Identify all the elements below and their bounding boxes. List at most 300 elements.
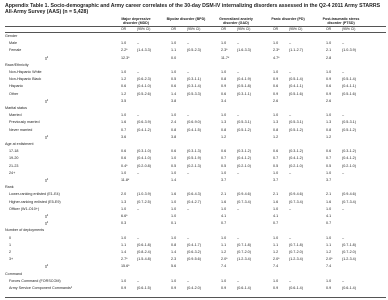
ci-cell: (0.6-9.0): [187, 120, 201, 125]
ci-cell: (0.7-2.5): [137, 199, 151, 204]
ci-cell: (1.0-3.9): [137, 192, 151, 197]
or-cell: 1.1: [121, 242, 127, 247]
or-cell: 2.3*: [221, 48, 228, 53]
or-cell: 1.1: [326, 242, 332, 247]
ci-cell: (0.4-1.9): [237, 77, 251, 82]
or-cell: 1.6: [171, 192, 177, 197]
ci-cell: (0.4-1.1): [342, 84, 356, 89]
ci-subheader: (95% CI): [137, 27, 151, 31]
or-cell: 1.0: [171, 170, 177, 175]
ci-cell: (0.5-1.2): [289, 127, 303, 132]
or-cell: 2.7*: [121, 257, 128, 262]
or-cell: 1.1: [221, 242, 227, 247]
table-row: [0, 128, 388, 135]
or-cell: 0.8: [171, 242, 177, 247]
ci-cell: (0.6-1.4): [289, 286, 303, 290]
column-header: Bipolar disorder (BPD): [166, 17, 206, 21]
ci-subheader: (95% CI): [342, 27, 356, 31]
or-cell: 1.2: [221, 134, 227, 139]
row-label: Higher-ranking enlisted (E5-E9): [9, 199, 61, 204]
table-row: [0, 113, 388, 120]
or-cell: 2.1: [221, 192, 227, 197]
ci-cell: (0.5-1.4): [342, 77, 356, 82]
row-label: Never married: [9, 127, 33, 132]
table-row: [0, 200, 388, 207]
or-cell: 1.0: [121, 206, 127, 211]
or-cell: 0.8: [221, 127, 227, 132]
or-cell: 1.2: [273, 134, 279, 139]
ci-cell: (0.5-1.9): [187, 156, 201, 161]
ci-cell: (0.3-1.4): [187, 84, 201, 89]
or-cell: 1.0: [121, 278, 127, 283]
or-cell: 0.7: [326, 156, 332, 161]
ci-cell: (0.4-1.1): [289, 84, 303, 89]
row-label: Lower-ranking enlisted (E1-E4): [9, 192, 60, 197]
or-cell: 11.8*: [121, 178, 130, 182]
table-row: [0, 279, 388, 286]
ci-cell: –: [342, 41, 345, 46]
or-cell: 3.7: [273, 178, 279, 182]
section-row: [0, 34, 388, 41]
ci-cell: –: [289, 235, 292, 240]
chi-square-row: [0, 135, 388, 142]
or-cell: 1.2: [273, 250, 279, 254]
or-cell: 1.1: [273, 242, 279, 247]
or-cell: 3.4: [221, 98, 227, 103]
or-cell: 1.0: [171, 156, 177, 161]
or-cell: 1.0: [221, 278, 227, 283]
or-cell: 0.9: [273, 77, 279, 82]
or-cell: 2.6: [326, 98, 332, 103]
ci-cell: (1.4-3.3): [137, 48, 151, 53]
ci-cell: (0.5-1.2): [237, 127, 251, 132]
or-cell: 0.8: [326, 127, 332, 132]
row-label: Marital status: [5, 106, 27, 110]
or-cell: 0.5: [171, 163, 177, 168]
table-row: [0, 70, 388, 77]
chi-square-label: χ²: [45, 178, 49, 182]
table-row: [0, 156, 388, 163]
ci-cell: (0.7-2.0): [289, 250, 303, 254]
ci-cell: (0.6-1.5): [137, 286, 151, 290]
ci-cell: (0.7-1.8): [237, 242, 251, 247]
ci-cell: (0.4-1.0): [137, 84, 151, 89]
chi-square-label: χ²: [45, 214, 49, 218]
or-cell: 0.5: [273, 163, 279, 168]
ci-cell: (0.3-1.1): [187, 77, 201, 82]
ci-cell: (0.2-1.0): [289, 163, 303, 168]
ci-cell: (0.4-2.0): [187, 286, 201, 290]
or-cell: 0.8: [171, 127, 177, 132]
or-cell: 1.0: [326, 170, 332, 175]
or-cell: 1.4: [171, 250, 177, 254]
or-cell: 1.2: [326, 250, 332, 254]
ci-cell: (0.9-4.6): [237, 192, 251, 197]
or-cell: 1.3: [121, 199, 127, 204]
or-cell: 7.4: [326, 264, 332, 269]
or-cell: 1.0: [221, 41, 227, 46]
or-cell: 4.1: [326, 214, 332, 218]
or-cell: 1.0: [221, 70, 227, 74]
or-cell: 4.1: [221, 214, 227, 218]
chi-square-label: χ²: [45, 55, 49, 60]
ci-cell: –: [342, 70, 345, 74]
or-cell: 6.6*: [121, 214, 128, 218]
chi-square-row: [0, 99, 388, 106]
or-cell: 0.9: [326, 91, 332, 96]
ci-cell: –: [187, 70, 190, 74]
or-cell: 1.0: [326, 206, 332, 211]
or-cell: 7.4: [221, 264, 227, 269]
ci-cell: –: [237, 41, 240, 46]
ci-cell: –: [137, 206, 140, 211]
row-label: 17-18: [9, 149, 19, 154]
or-cell: 1.0: [171, 70, 177, 74]
or-cell: 1.0: [121, 170, 127, 175]
or-cell: 1.0: [273, 206, 279, 211]
ci-cell: (0.9-5.6): [187, 257, 201, 262]
row-label: Rank: [5, 185, 14, 190]
row-label: Non-Hispanic White: [9, 70, 42, 74]
or-cell: 1.3: [273, 120, 279, 125]
or-cell: 2.0*: [273, 257, 280, 262]
or-cell: 4.1: [273, 214, 279, 218]
or-cell: 1.0: [273, 41, 279, 46]
ci-cell: (0.4-1.7): [187, 242, 201, 247]
or-cell: 1.0: [273, 170, 279, 175]
chi-square-label: χ²: [45, 98, 49, 103]
or-cell: 0.9: [221, 84, 227, 89]
or-cell: 0.3: [121, 221, 127, 226]
ci-cell: (0.6-1.4): [342, 286, 356, 290]
ci-cell: (0.7-3.4): [289, 199, 303, 204]
or-cell: 3.7: [221, 178, 227, 182]
ci-cell: (0.2-1.0): [342, 163, 356, 168]
section-row: [0, 228, 388, 235]
ci-cell: –: [237, 235, 240, 240]
ci-cell: –: [289, 170, 292, 175]
table-row: [0, 77, 388, 84]
ci-cell: –: [289, 278, 292, 283]
chi-square-row: [0, 221, 388, 228]
ci-cell: (0.3-1.1): [237, 91, 251, 96]
ci-cell: –: [187, 235, 190, 240]
or-cell: 2.0*: [326, 257, 333, 262]
column-header: Panic disorder (PD): [271, 17, 305, 21]
or-cell: 1.0: [171, 278, 177, 283]
ci-cell: –: [342, 170, 345, 175]
or-subheader: OR: [326, 27, 332, 31]
or-cell: 2.2*: [121, 48, 128, 53]
row-label: Gender: [5, 34, 18, 38]
or-cell: 0.6: [273, 149, 279, 154]
ci-cell: (0.7-3.4): [237, 199, 251, 204]
or-cell: 3.8: [171, 98, 177, 103]
ci-cell: (0.9-4.6): [342, 192, 356, 197]
or-cell: 0.9: [326, 286, 332, 290]
ci-cell: (0.5-1.6): [342, 91, 356, 96]
or-cell: 1.0: [121, 70, 127, 74]
ci-cell: (1.1-2.7): [289, 48, 303, 53]
ci-cell: –: [187, 278, 190, 283]
or-cell: 0.5: [326, 163, 332, 168]
chi-square-label: χ²: [45, 221, 49, 226]
or-cell: 1.6: [221, 199, 227, 204]
ci-cell: (0.7-1.8): [342, 242, 356, 247]
or-cell: 0.6: [221, 149, 227, 154]
or-cell: 1.0: [121, 113, 127, 118]
row-label: 0: [9, 235, 12, 240]
or-cell: 1.0: [326, 235, 332, 240]
or-cell: 0.0: [171, 55, 177, 60]
ci-cell: (1.0-3.9): [342, 48, 356, 53]
column-header: Post-traumatic stress disorder (PTSD): [322, 17, 360, 26]
ci-cell: –: [342, 278, 345, 283]
table-row: [0, 149, 388, 156]
or-cell: 1.0: [221, 235, 227, 240]
or-cell: 1.0: [221, 170, 227, 175]
ci-cell: (1.2-3.4): [342, 257, 356, 262]
or-cell: 0.1: [171, 221, 177, 226]
row-label: 19-20: [9, 156, 19, 161]
ci-cell: (1.6-3.3): [237, 48, 251, 53]
or-cell: 12.3*: [121, 55, 130, 60]
ci-cell: (0.5-3.1): [237, 120, 251, 125]
or-subheader: OR: [273, 27, 279, 31]
row-label: Forces Command (FORSCOM): [9, 278, 61, 283]
subheader-rule: [5, 32, 386, 33]
or-cell: 1.3: [326, 120, 332, 125]
or-cell: 0.9: [326, 77, 332, 82]
ci-cell: (0.6-1.4): [237, 286, 251, 290]
or-cell: 0.9: [273, 91, 279, 96]
chi-square-label: χ²: [45, 134, 49, 139]
table-row: [0, 192, 388, 199]
or-cell: 1.0: [171, 235, 177, 240]
or-cell: 2.1: [326, 192, 332, 197]
ci-cell: (0.7-1.8): [289, 242, 303, 247]
or-subheader: OR: [171, 27, 177, 31]
or-cell: 0.9: [171, 286, 177, 290]
row-label: Command: [5, 271, 23, 276]
ci-cell: –: [342, 113, 345, 118]
or-cell: 1.6: [326, 199, 332, 204]
section-row: [0, 185, 388, 192]
or-cell: 1.0: [221, 206, 227, 211]
or-cell: 0.7: [221, 156, 227, 161]
ci-cell: –: [187, 206, 190, 211]
column-header: Generalized anxiety disorder (GAD): [219, 17, 253, 26]
chi-square-label: χ²: [45, 264, 49, 269]
or-cell: 1.0: [326, 70, 332, 74]
or-cell: 0.5: [221, 163, 227, 168]
or-cell: 1.2: [221, 250, 227, 254]
or-cell: 0.9: [221, 286, 227, 290]
or-cell: 1.0: [171, 41, 177, 46]
or-cell: 1.3: [221, 120, 227, 125]
or-cell: 0.7: [121, 127, 127, 132]
or-cell: 2.0: [121, 192, 127, 197]
ci-cell: –: [289, 113, 292, 118]
ci-cell: –: [342, 206, 345, 211]
table-row: [0, 92, 388, 99]
header-rule: [5, 26, 386, 27]
or-cell: 0.6: [326, 149, 332, 154]
row-label: Male: [9, 41, 17, 46]
row-label: Non-Hispanic Black: [9, 77, 42, 82]
or-cell: 7.4: [273, 264, 279, 269]
or-cell: 1.0: [171, 113, 177, 118]
bottom-rule: [5, 297, 386, 298]
ci-cell: (1.5-4.8): [137, 257, 151, 262]
ci-cell: (0.5-3.1): [342, 120, 356, 125]
ci-cell: (0.4-1.2): [137, 127, 151, 132]
section-row: [0, 272, 388, 279]
ci-cell: (0.5-1.6): [289, 91, 303, 96]
ci-cell: (0.4-1.2): [342, 156, 356, 161]
ci-cell: –: [137, 41, 140, 46]
ci-cell: –: [137, 70, 140, 74]
ci-subheader: (95% CI): [237, 27, 251, 31]
or-cell: 1.4: [171, 91, 177, 96]
row-label: Hispanic: [9, 84, 24, 89]
section-row: [0, 142, 388, 149]
or-cell: 0.6: [121, 156, 127, 161]
row-label: Previously married: [9, 120, 40, 125]
table-row: [0, 250, 388, 257]
ci-cell: –: [187, 41, 190, 46]
or-cell: 1.6: [121, 120, 127, 125]
ci-subheader: (95% CI): [187, 27, 201, 31]
or-cell: 3.6: [121, 134, 127, 139]
table-row: [0, 120, 388, 127]
or-cell: 0.6: [121, 84, 127, 89]
table-row: [0, 286, 388, 293]
or-cell: 11.7*: [221, 55, 230, 60]
row-label: 21-23: [9, 163, 19, 168]
ci-cell: (1.2-3.4): [289, 257, 303, 262]
ci-cell: –: [137, 278, 140, 283]
or-cell: 1.0: [326, 113, 332, 118]
ci-cell: (0.5-3.3): [187, 91, 201, 96]
table-row: [0, 207, 388, 214]
or-cell: 0.9: [273, 286, 279, 290]
ci-cell: (0.8-2.4): [137, 250, 151, 254]
or-cell: 1.0: [121, 41, 127, 46]
ci-cell: (0.5-1.8): [237, 84, 251, 89]
or-cell: 0.6: [121, 149, 127, 154]
or-cell: 3.7: [326, 178, 332, 182]
or-cell: 1.0: [326, 41, 332, 46]
or-subheader: OR: [121, 27, 127, 31]
table-row: [0, 257, 388, 264]
row-label: Race/Ethnicity: [5, 62, 29, 67]
or-cell: 0.4*: [121, 163, 128, 168]
ci-cell: (0.5-3.1): [289, 120, 303, 125]
or-cell: 2.3*: [273, 48, 280, 53]
ci-cell: (0.4-2.7): [187, 199, 201, 204]
ci-cell: (0.4-1.2): [237, 156, 251, 161]
or-cell: 0.8: [221, 77, 227, 82]
ci-cell: (0.4-1.0): [137, 156, 151, 161]
row-label: Number of deployments: [5, 228, 45, 233]
ci-cell: (0.5-2.6): [137, 91, 151, 96]
or-cell: 5.6: [171, 264, 177, 269]
or-cell: 0.7: [273, 221, 279, 226]
row-label: 24+: [9, 170, 16, 175]
or-cell: 1.0: [221, 113, 227, 118]
ci-cell: (0.7-2.0): [342, 250, 356, 254]
ci-cell: (0.6-1.8): [137, 242, 151, 247]
ci-cell: (0.9-4.6): [289, 192, 303, 197]
chi-square-row: [0, 264, 388, 271]
ci-cell: –: [237, 170, 240, 175]
ci-cell: –: [237, 113, 240, 118]
or-cell: 3.5: [121, 98, 127, 103]
row-label: Officer (W1-O10+): [9, 206, 40, 211]
ci-cell: (0.2-1.0): [237, 163, 251, 168]
or-subheader: OR: [221, 27, 227, 31]
ci-cell: (0.6-3.9): [137, 120, 151, 125]
row-label: Age at enlistment: [5, 142, 34, 146]
or-cell: 0.6: [273, 84, 279, 89]
ci-cell: (0.3-1.2): [289, 149, 303, 154]
ci-cell: (0.4-1.2): [289, 156, 303, 161]
ci-cell: –: [237, 70, 240, 74]
ci-cell: (0.5-2.3): [187, 48, 201, 53]
or-cell: 2.1: [326, 48, 332, 53]
ci-cell: (0.3-1.2): [237, 149, 251, 154]
section-row: [0, 106, 388, 113]
ci-cell: –: [289, 206, 292, 211]
or-cell: 1.0: [171, 199, 177, 204]
ci-cell: –: [237, 278, 240, 283]
ci-cell: (0.7-3.4): [342, 199, 356, 204]
ci-cell: –: [342, 235, 345, 240]
ci-cell: (0.5-1.2): [342, 127, 356, 132]
or-cell: 15.6*: [121, 264, 130, 269]
or-cell: 2.1: [273, 192, 279, 197]
ci-cell: –: [137, 235, 140, 240]
or-cell: 0.6: [171, 149, 177, 154]
table-row: [0, 41, 388, 48]
chi-square-row: [0, 214, 388, 221]
or-cell: 0.6: [326, 84, 332, 89]
ci-cell: –: [289, 41, 292, 46]
or-cell: 2.8: [326, 55, 332, 60]
or-cell: 1.0: [326, 278, 332, 283]
or-cell: 1.0: [273, 70, 279, 74]
row-label: Army Service Component Commands¹: [9, 286, 73, 290]
chi-square-row: [0, 178, 388, 185]
ci-cell: (0.2-1.3): [187, 163, 201, 168]
column-header: Major depressive disorder (MDD): [121, 17, 151, 26]
or-cell: 2.6: [273, 98, 279, 103]
or-cell: 1.0: [273, 235, 279, 240]
ci-subheader: (95% CI): [289, 27, 303, 31]
or-cell: 1.6: [273, 199, 279, 204]
or-cell: 2.4: [171, 120, 177, 125]
ci-cell: (0.6-2.3): [137, 77, 151, 82]
table-row: [0, 236, 388, 243]
or-cell: 1.4: [121, 250, 127, 254]
table-row: [0, 84, 388, 91]
table-row: [0, 164, 388, 171]
row-label: Married: [9, 113, 22, 118]
ci-cell: –: [137, 113, 140, 118]
table-title: Appendix Table 1. Socio-demographic and Army career correlates of the 30-day DSM-IV internalizing disorders assessed in the Q2-4 2011 Army STARRS All-Army Survey (AAS) (n = 5,428): [5, 3, 381, 16]
or-cell: 0.5: [171, 77, 177, 82]
